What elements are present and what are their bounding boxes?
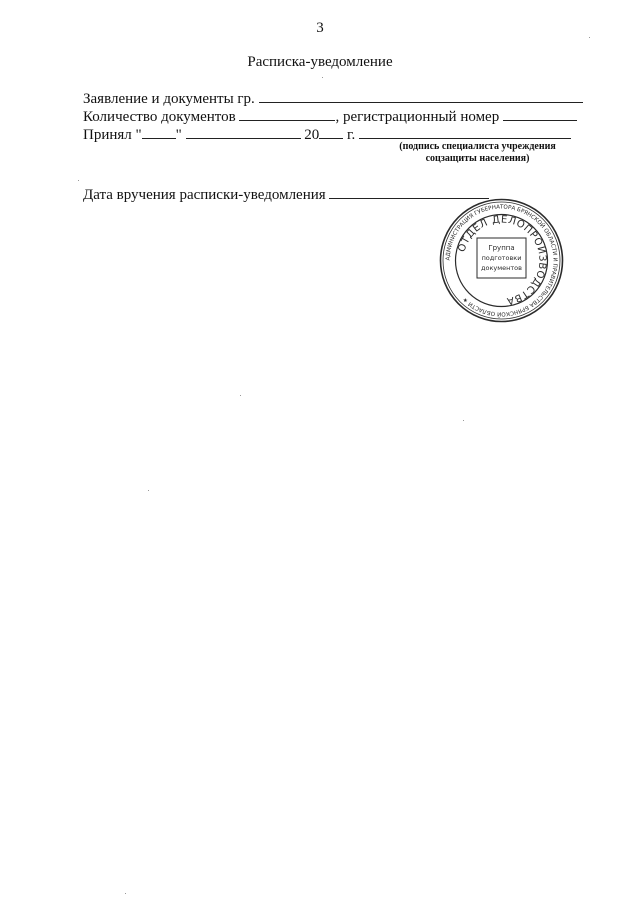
delivery-date-blank bbox=[329, 185, 489, 199]
stamp-center-line1: Группа bbox=[488, 244, 515, 252]
signature-note-line2: соцзащиты населения) bbox=[425, 153, 530, 164]
stamp-middle-text: ОТДЕЛ ДЕЛОПРОИЗВОДСТВА bbox=[456, 214, 548, 307]
page-number: 3 bbox=[316, 20, 324, 36]
scan-speck bbox=[463, 420, 464, 421]
year-suffix: г. bbox=[347, 127, 356, 143]
applicant-name-blank bbox=[259, 89, 583, 103]
scan-speck bbox=[125, 893, 126, 894]
scan-speck bbox=[148, 490, 149, 491]
doc-count-label: Количество документов bbox=[83, 109, 236, 125]
signature-note bbox=[390, 141, 565, 165]
form-line-applicant bbox=[83, 89, 583, 108]
signature-note-line1: (подпись специалиста учреждения bbox=[399, 141, 556, 152]
accepted-label: Принял " bbox=[83, 127, 142, 143]
official-stamp bbox=[439, 198, 564, 323]
stamp-center-line3: документов bbox=[481, 264, 522, 272]
month-blank bbox=[186, 125, 301, 139]
stamp-seal-icon bbox=[439, 198, 564, 323]
document-title: Расписка-уведомление bbox=[247, 54, 393, 70]
doc-count-blank bbox=[239, 107, 335, 121]
scan-speck bbox=[322, 77, 323, 78]
form-line-delivery-date bbox=[83, 185, 489, 204]
stamp-center-line2: подготовки bbox=[481, 254, 522, 262]
reg-number-label: , регистрационный номер bbox=[335, 109, 500, 125]
day-blank bbox=[142, 125, 176, 139]
scan-speck bbox=[589, 37, 590, 38]
delivery-date-label: Дата вручения расписки-уведомления bbox=[83, 187, 326, 203]
scan-speck bbox=[240, 395, 241, 396]
signature-blank bbox=[359, 125, 571, 139]
stamp-outer-text: АДМИНИСТРАЦИЯ ГУБЕРНАТОРА БРЯНСКОЙ ОБЛАСТИ И ПРАВИТЕЛЬСТВА БРЯНСКОЙ ОБЛАСТИ ★ bbox=[445, 204, 558, 317]
year-prefix: 20 bbox=[304, 127, 320, 143]
reg-number-blank bbox=[503, 107, 577, 121]
scan-speck bbox=[78, 180, 79, 181]
accepted-close-quote: " bbox=[175, 127, 182, 143]
form-line-doc-count bbox=[83, 107, 577, 126]
year-blank bbox=[319, 125, 343, 139]
applicant-label: Заявление и документы гр. bbox=[83, 91, 255, 107]
